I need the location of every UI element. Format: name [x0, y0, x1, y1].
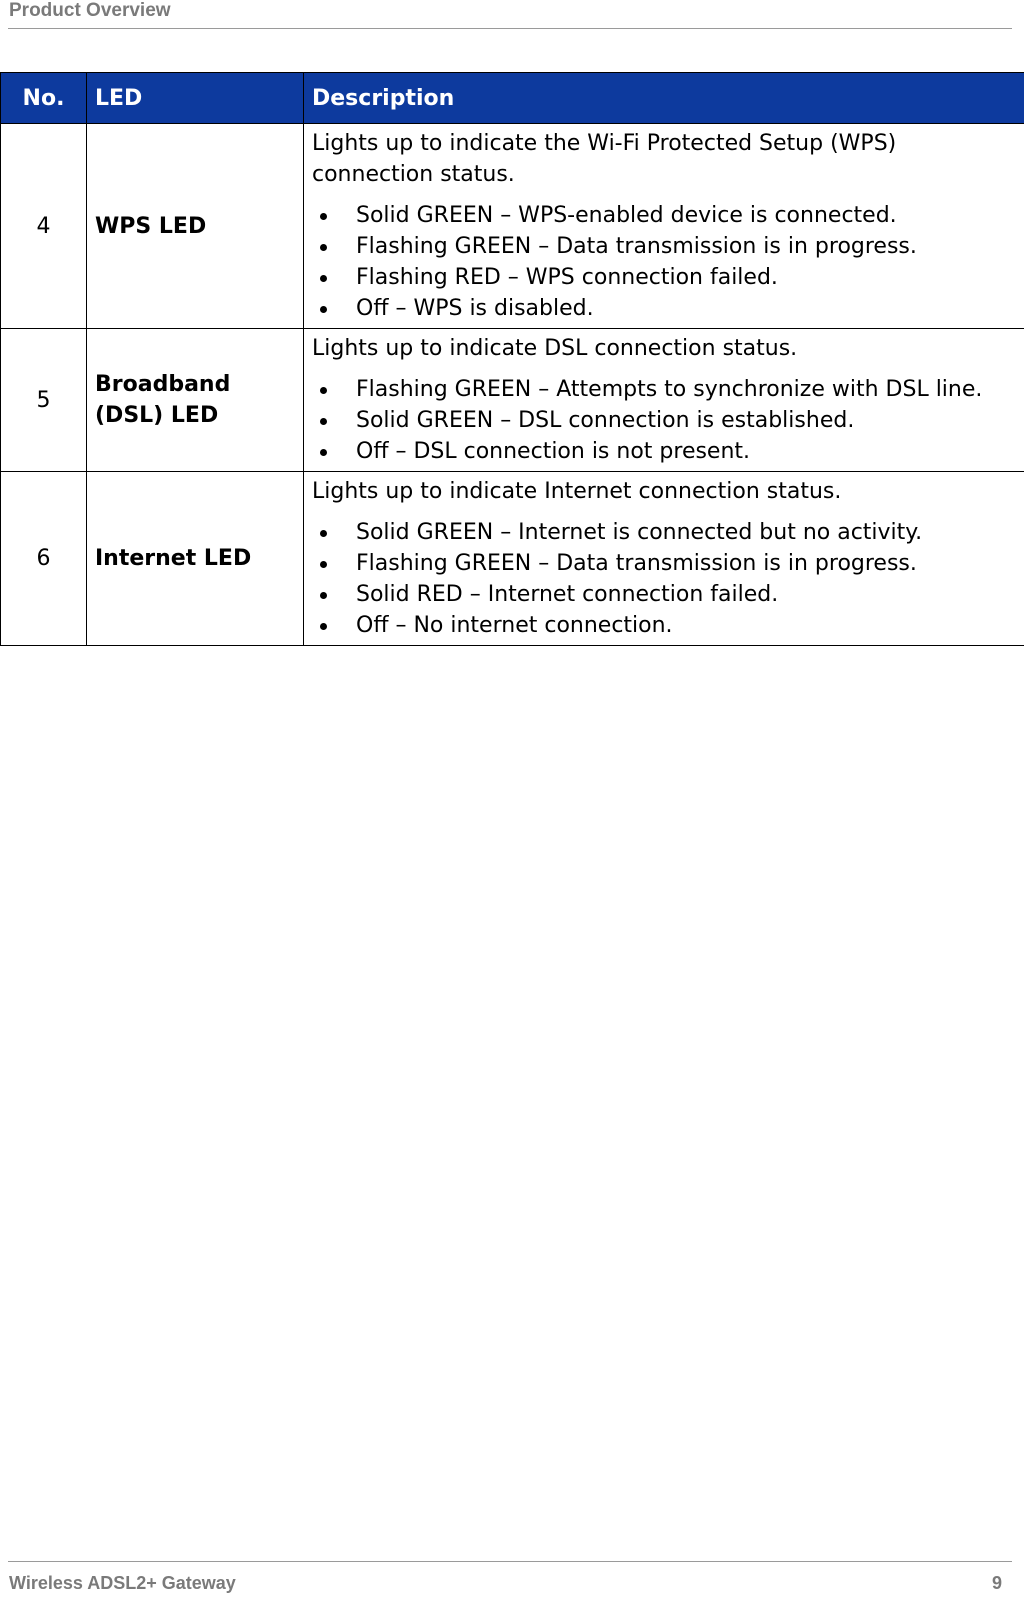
status-item: Off – No internet connection. [312, 610, 1016, 641]
status-item: Off – WPS is disabled. [312, 293, 1016, 324]
status-item: Solid GREEN – WPS-enabled device is connected. [312, 200, 1016, 231]
table-row [1, 329, 1024, 472]
status-list [312, 374, 1016, 467]
description-intro: Lights up to indicate DSL connection status. [312, 336, 798, 361]
status-item: Solid GREEN – Internet is connected but no activity. [312, 517, 1016, 548]
section-title: Product Overview [9, 0, 171, 21]
led-name: WPS LED [87, 124, 304, 329]
description-intro: Lights up to indicate Internet connection status. [312, 479, 842, 504]
status-list [312, 517, 1016, 641]
status-list [312, 200, 1016, 324]
status-item: Flashing GREEN – Data transmission is in progress. [312, 548, 1016, 579]
led-description [304, 329, 1024, 472]
status-item: Solid GREEN – DSL connection is established. [312, 405, 1016, 436]
status-item: Flashing GREEN – Data transmission is in progress. [312, 231, 1016, 262]
led-table [0, 72, 1024, 646]
row-number: 4 [1, 124, 87, 329]
page-number: 9 [991, 1573, 1002, 1593]
footer-product-name: Wireless ADSL2+ Gateway [9, 1573, 236, 1593]
header-divider [8, 28, 1012, 29]
status-item: Solid RED – Internet connection failed. [312, 579, 1016, 610]
status-item: Flashing GREEN – Attempts to synchronize with DSL line. [312, 374, 1016, 405]
table-row [1, 472, 1024, 646]
footer-divider [8, 1561, 1012, 1562]
led-description [304, 472, 1024, 646]
table-row [1, 124, 1024, 329]
column-header-description: Description [304, 73, 1024, 124]
description-intro: Lights up to indicate the Wi-Fi Protected Setup (WPS) connection status. [312, 131, 897, 187]
column-header-no: No. [1, 73, 87, 124]
table-header-row [1, 73, 1024, 124]
led-name: Broadband (DSL) LED [87, 329, 304, 472]
status-item: Flashing RED – WPS connection failed. [312, 262, 1016, 293]
status-item: Off – DSL connection is not present. [312, 436, 1016, 467]
led-name: Internet LED [87, 472, 304, 646]
led-description [304, 124, 1024, 329]
row-number: 6 [1, 472, 87, 646]
column-header-led: LED [87, 73, 304, 124]
row-number: 5 [1, 329, 87, 472]
